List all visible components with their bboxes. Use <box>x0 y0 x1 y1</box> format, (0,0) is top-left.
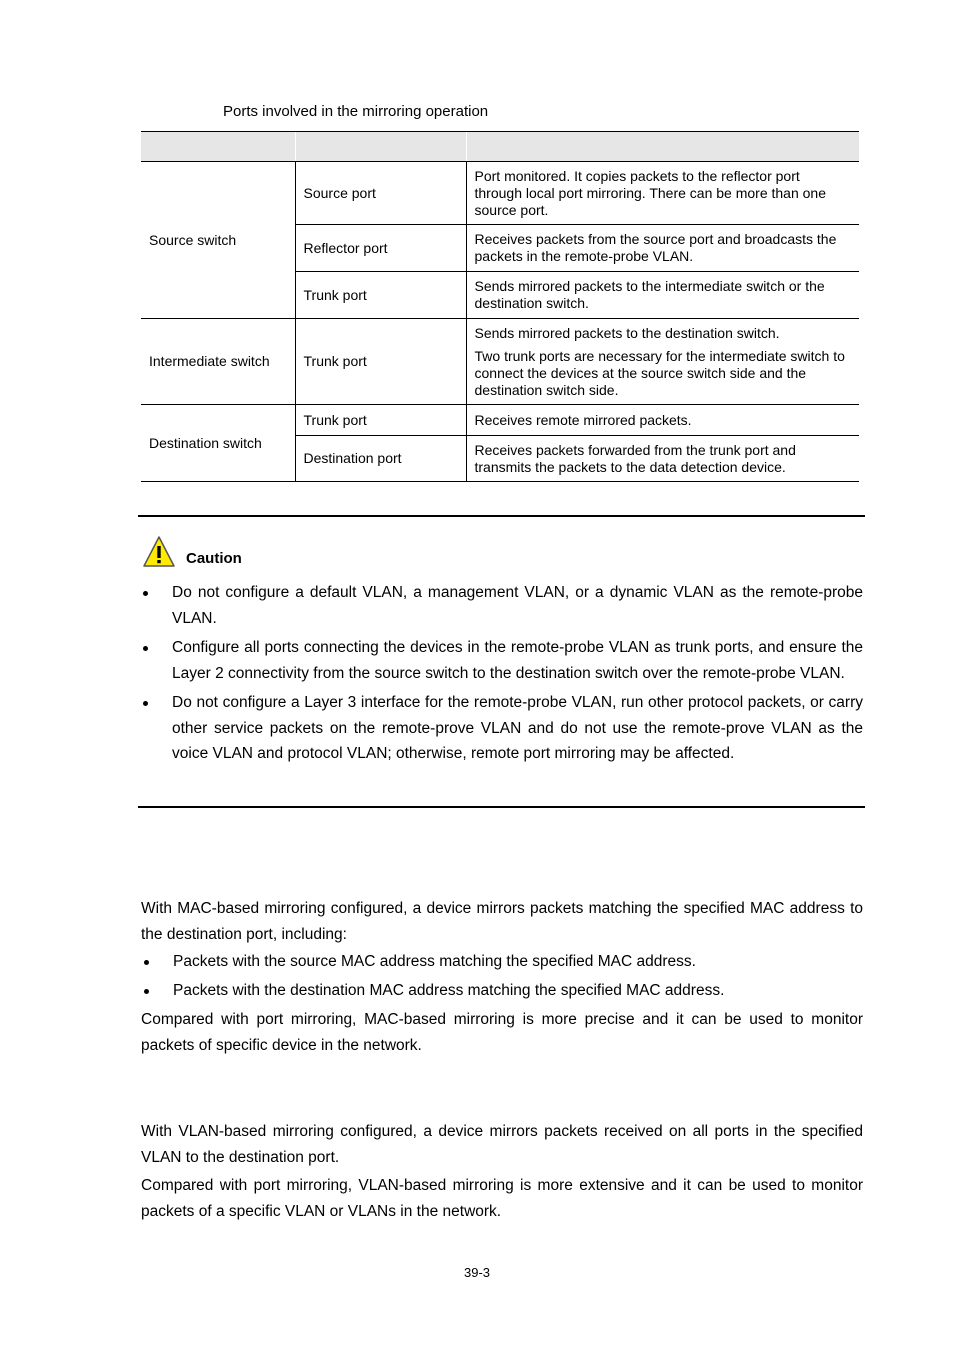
vlan-intro-paragraph: With VLAN-based mirroring configured, a device mirrors packets received on all ports in the specified VLAN to the destination port. <box>141 1123 863 1166</box>
page-number: 39-3 <box>463 1265 491 1280</box>
table-row <box>141 162 859 225</box>
description-cell: Receives remote mirrored packets. <box>466 405 859 436</box>
port-cell: Source port <box>295 162 466 225</box>
bullet-icon <box>143 646 148 651</box>
mac-list <box>141 949 863 1006</box>
table-row <box>141 319 859 405</box>
header-cell-description <box>466 132 859 162</box>
list-item: Configure all ports connecting the devices in the remote-probe VLAN as trunk ports, and ensure the Layer 2 connectivity from the source switch to the destination switch over the remote-probe VLAN. <box>140 635 863 686</box>
port-cell: Trunk port <box>295 272 466 319</box>
table-row <box>141 405 859 436</box>
port-cell: Trunk port <box>295 405 466 436</box>
header-cell-port <box>295 132 466 162</box>
caution-title: Caution <box>186 550 242 567</box>
switch-cell: Source switch <box>141 162 295 319</box>
description-cell: Receives packets from the source port and broadcasts the packets in the remote-probe VLAN. <box>466 225 859 272</box>
warning-triangle-icon <box>142 535 176 569</box>
caution-list <box>140 580 863 771</box>
description-cell: Port monitored. It copies packets to the reflector port through local port mirroring. There can be more than one source port. <box>466 162 859 225</box>
bullet-icon <box>143 591 148 596</box>
mac-intro-paragraph: With MAC-based mirroring configured, a device mirrors packets matching the specified MAC address to the destination port, including: <box>141 900 863 943</box>
bullet-icon <box>143 701 148 706</box>
mac-compare-paragraph: Compared with port mirroring, MAC-based mirroring is more precise and it can be used to monitor packets of specific device in the network. <box>141 1011 863 1054</box>
bullet-icon <box>144 960 149 965</box>
vlan-compare-paragraph: Compared with port mirroring, VLAN-based mirroring is more extensive and it can be used to monitor packets of a specific VLAN or VLANs in the network. <box>141 1177 863 1220</box>
list-item: Packets with the source MAC address matching the specified MAC address. <box>141 949 863 975</box>
table-header-row <box>141 132 859 162</box>
description-cell: Receives packets forwarded from the trunk port and transmits the packets to the data detection device. <box>466 436 859 482</box>
list-item: Do not configure a default VLAN, a management VLAN, or a dynamic VLAN as the remote-probe VLAN. <box>140 580 863 631</box>
port-cell: Destination port <box>295 436 466 482</box>
port-cell: Trunk port <box>295 319 466 405</box>
port-cell: Reflector port <box>295 225 466 272</box>
list-item: Packets with the destination MAC address matching the specified MAC address. <box>141 978 863 1004</box>
mirroring-ports-table <box>141 131 859 482</box>
switch-cell: Destination switch <box>141 405 295 482</box>
description-cell: Sends mirrored packets to the intermediate switch or the destination switch. <box>466 272 859 319</box>
list-item: Do not configure a Layer 3 interface for the remote-probe VLAN, run other protocol packets, or carry other service packets on the remote-prove VLAN and do not use the remote-prove VLAN as the voice VLAN and protocol VLAN; otherwise, remote port mirroring may be affected. <box>140 690 863 767</box>
switch-cell: Intermediate switch <box>141 319 295 405</box>
header-cell-switch <box>141 132 295 162</box>
description-cell: Sends mirrored packets to the destination switch. Two trunk ports are necessary for the intermediate switch to connect the devices at the source switch side and the destination switch side. <box>466 319 859 405</box>
table-caption: Ports involved in the mirroring operation <box>223 103 489 120</box>
bullet-icon <box>144 989 149 994</box>
caution-box <box>138 515 865 808</box>
